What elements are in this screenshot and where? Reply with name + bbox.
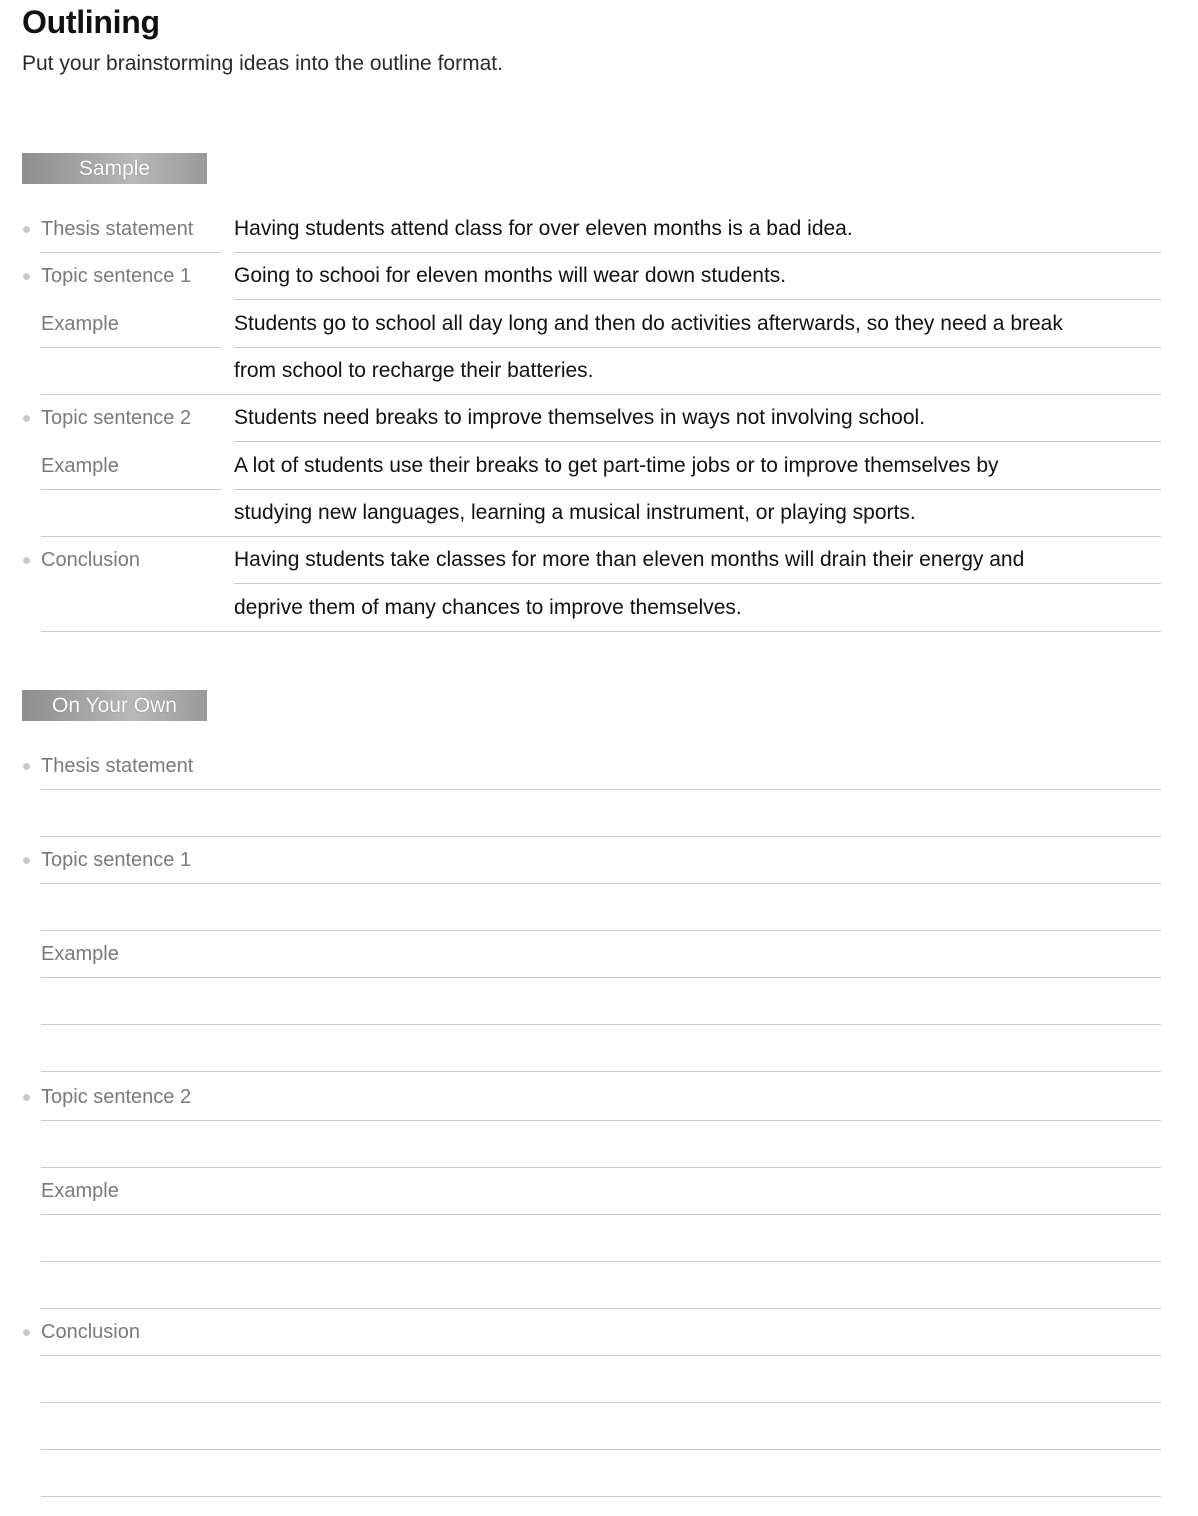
own-conclusion-line[interactable] [0, 1450, 1198, 1497]
own-topic2-row[interactable] [0, 1074, 1198, 1121]
sample-conclusion-row [0, 537, 1198, 584]
conclusion-text-line1: Having students take classes for more than eleven months will drain their energy and [234, 548, 1025, 571]
example2-text-line2: studying new languages, learning a musical instrument, or playing sports. [234, 501, 916, 524]
sample-conclusion-row-cont [0, 585, 1198, 632]
divider [234, 583, 1161, 584]
own-example1-row[interactable] [0, 931, 1198, 978]
bullet-icon [23, 1329, 30, 1336]
thesis-text: Having students attend class for over eleven months is a bad idea. [234, 217, 853, 240]
conclusion-label: Conclusion [41, 1321, 140, 1343]
on-your-own-section-tab: On Your Own [22, 690, 207, 721]
own-example1-line[interactable] [0, 1025, 1198, 1072]
divider [234, 299, 1161, 300]
page-title: Outlining [22, 4, 160, 40]
sample-thesis-row [0, 206, 1198, 253]
own-example2-row[interactable] [0, 1168, 1198, 1215]
topic2-text: Students need breaks to improve themselves in ways not involving school. [234, 406, 926, 429]
bullet-icon [23, 415, 30, 422]
topic2-label: Topic sentence 2 [41, 1086, 192, 1108]
example1-label: Example [41, 313, 119, 335]
sample-example2-row-cont [0, 490, 1198, 537]
bullet-icon [23, 273, 30, 280]
writing-line [41, 1496, 1161, 1497]
sample-section-tab: Sample [22, 153, 207, 184]
topic1-label: Topic sentence 1 [41, 265, 192, 287]
bullet-icon [23, 1094, 30, 1101]
example1-text-line1: Students go to school all day long and then do activities afterwards, so they need a break [234, 312, 1063, 335]
own-thesis-row[interactable] [0, 743, 1198, 790]
own-example1-line[interactable] [0, 978, 1198, 1025]
conclusion-label: Conclusion [41, 549, 140, 571]
sample-example1-row-cont [0, 348, 1198, 395]
instructions: Put your brainstorming ideas into the outline format. [22, 52, 503, 75]
topic2-label: Topic sentence 2 [41, 407, 192, 429]
example2-label: Example [41, 1180, 119, 1202]
own-conclusion-line[interactable] [0, 1403, 1198, 1450]
own-topic2-line[interactable] [0, 1121, 1198, 1168]
conclusion-text-line2: deprive them of many chances to improve themselves. [234, 596, 742, 619]
divider [41, 631, 1161, 632]
example2-label: Example [41, 455, 119, 477]
thesis-label: Thesis statement [41, 755, 194, 777]
own-conclusion-line[interactable] [0, 1356, 1198, 1403]
own-example2-line[interactable] [0, 1262, 1198, 1309]
example2-text-line1: A lot of students use their breaks to get part-time jobs or to improve themselves by [234, 454, 999, 477]
sample-topic1-row [0, 253, 1198, 300]
example1-label: Example [41, 943, 119, 965]
topic1-text: Going to schooi for eleven months will wear down students. [234, 264, 787, 287]
sample-example2-row [0, 443, 1198, 490]
divider [234, 441, 1161, 442]
own-topic1-line[interactable] [0, 884, 1198, 931]
thesis-label: Thesis statement [41, 218, 194, 240]
sample-example1-row [0, 301, 1198, 348]
bullet-icon [23, 557, 30, 564]
bullet-icon [23, 226, 30, 233]
bullet-icon [23, 857, 30, 864]
own-example2-line[interactable] [0, 1215, 1198, 1262]
own-topic1-row[interactable] [0, 837, 1198, 884]
own-thesis-line[interactable] [0, 790, 1198, 837]
topic1-label: Topic sentence 1 [41, 849, 192, 871]
example1-text-line2: from school to recharge their batteries. [234, 359, 594, 382]
bullet-icon [23, 763, 30, 770]
own-conclusion-row[interactable] [0, 1309, 1198, 1356]
sample-topic2-row [0, 395, 1198, 442]
writing-line [41, 1071, 1161, 1072]
